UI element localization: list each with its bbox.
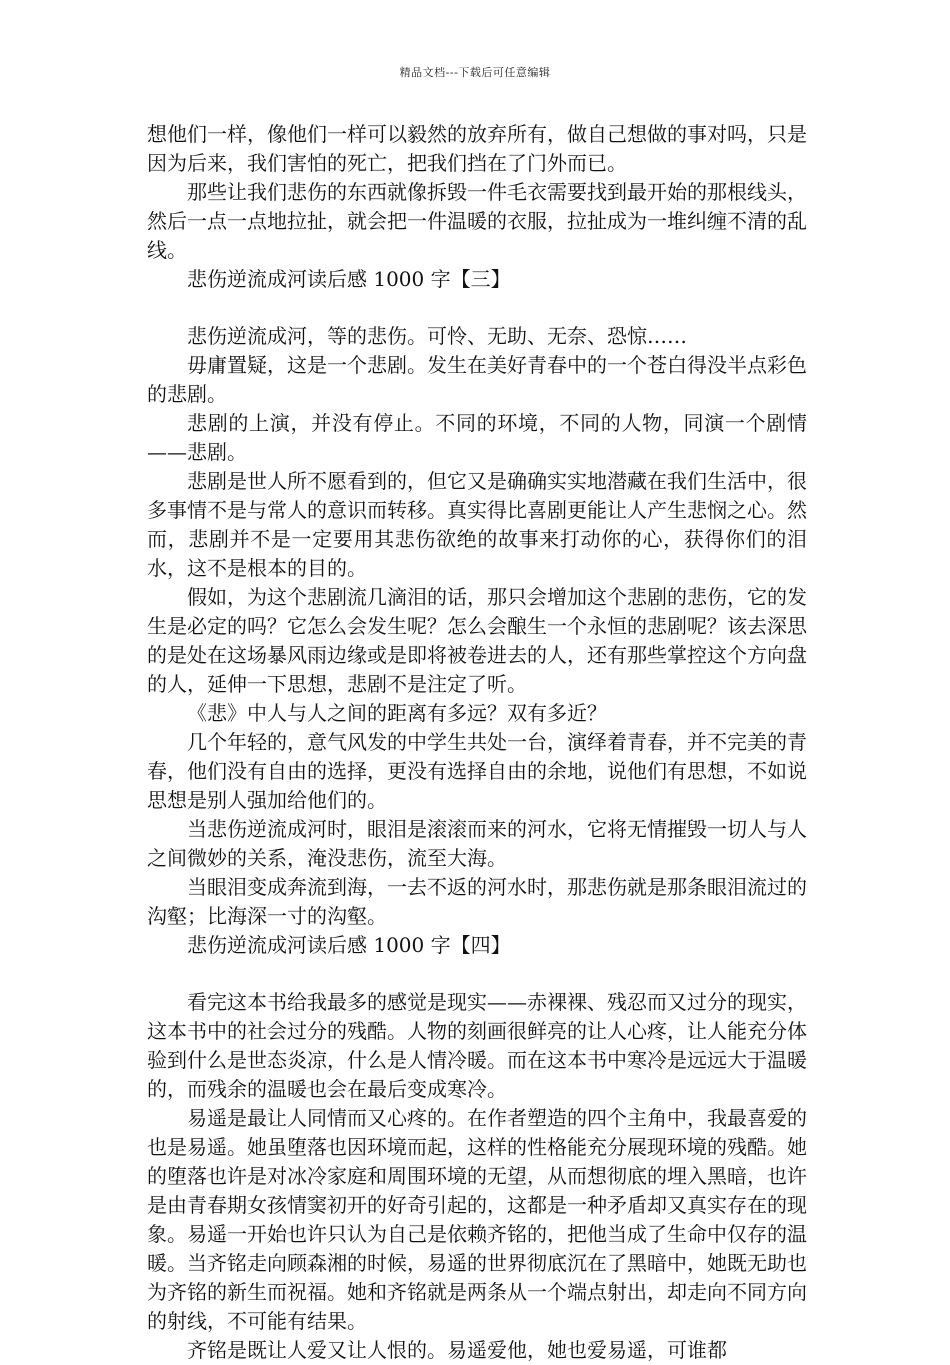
paragraph-intro: 想他们一样，像他们一样可以毅然的放弃所有，做自己想做的事对吗，只是因为后来，我们害怕的死亡，把我们挡在了门外而已。	[147, 122, 807, 175]
paragraph-4-2: 易遥是最让人同情而又心疼的。在作者塑造的四个主角中，我最喜爱的也是易遥。她虽堕落也因环境而起，这样的性格能充分展现环境的残酷。她的堕落也许是对冰冷家庭和周围环境的无望，从而想彻底的埋入黑暗，也许是由青春期女孩情窦初开的好奇引起的，这都是一种矛盾却又真实存在的现象。易遥一开始也许只认为自己是依赖齐铭的，把他当成了生命中仅存的温暖。当齐铭走向顾森湘的时候，易遥的世界彻底沉在了黑暗中，她既无助也为齐铭的新生而祝福。她和齐铭就是两条从一个端点射出，却走向不同方向的射线，不可能有结果。	[147, 1106, 807, 1333]
paragraph-3-8: 当悲伤逆流成河时，眼泪是滚滚而来的河水，它将无情摧毁一切人与人之间微妙的关系，淹没悲伤，流至大海。	[147, 817, 807, 870]
paragraph-3-1: 悲伤逆流成河，等的悲伤。可怜、无助、无奈、恐惊……	[187, 324, 687, 348]
paragraph-3-9: 当眼泪变成奔流到海，一去不返的河水时，那悲伤就是那条眼泪流过的沟壑；比海深一寸的沟壑。	[147, 875, 807, 928]
document-body	[147, 120, 807, 1365]
paragraph-sweater: 那些让我们悲伤的东西就像拆毁一件毛衣需要找到最开始的那根线头，然后一点一点地拉扯，就会把一件温暖的衣服，拉扯成为一堆纠缠不清的乱线。	[147, 180, 807, 262]
paragraph-4-3: 齐铭是既让人爱又让人恨的。易遥爱他，她也爱易遥，可谁都	[187, 1338, 727, 1362]
paragraph-3-4: 悲剧是世人所不愿看到的，但它又是确确实实地潜藏在我们生活中，很多事情不是与常人的意识而转移。真实得比喜剧更能让人产生悲悯之心。然而，悲剧并不是一定要用其悲伤欲绝的故事来打动你的心，获得你们的泪水，这不是根本的目的。	[147, 469, 807, 580]
paragraph-3-7: 几个年轻的，意气风发的中学生共处一台，演绎着青春，并不完美的青春，他们没有自由的选择，更没有选择自由的余地，说他们有思想，不如说思想是别人强加给他们的。	[147, 730, 807, 812]
paragraph-3-3: 悲剧的上演，并没有停止。不同的环境，不同的人物，同演一个剧情——悲剧。	[147, 411, 807, 464]
paragraph-3-5: 假如，为这个悲剧流几滴泪的话，那只会增加这个悲剧的悲伤，它的发生是必定的吗？它怎么会发生呢？怎么会酿生一个永恒的悲剧呢？该去深思的是处在这场暴风雨边缘或是即将被卷进去的人，还有那些掌控这个方向盘的人，延伸一下思想，悲剧不是注定了听。	[147, 585, 807, 696]
paragraph-3-2: 毋庸置疑，这是一个悲剧。发生在美好青春中的一个苍白得没半点彩色的悲剧。	[147, 353, 807, 406]
section-heading-4: 悲伤逆流成河读后感 1000 字【四】	[187, 933, 511, 957]
page-header: 精品文档---下载后可任意编辑	[399, 66, 551, 79]
paragraph-4-1: 看完这本书给我最多的感觉是现实——赤裸裸、残忍而又过分的现实，这本书中的社会过分的残酷。人物的刻画很鲜亮的让人心疼，让人能充分体验到什么是世态炎凉，什么是人情冷暖。而在这本书中寒冷是远远大于温暖的，而残余的温暖也会在最后变成寒冷。	[147, 990, 807, 1101]
section-spacer	[147, 960, 807, 988]
section-heading-3: 悲伤逆流成河读后感 1000 字【三】	[187, 267, 511, 291]
section-spacer	[147, 294, 807, 322]
paragraph-3-6: 《悲》中人与人之间的距离有多远？双有多近？	[187, 701, 607, 725]
